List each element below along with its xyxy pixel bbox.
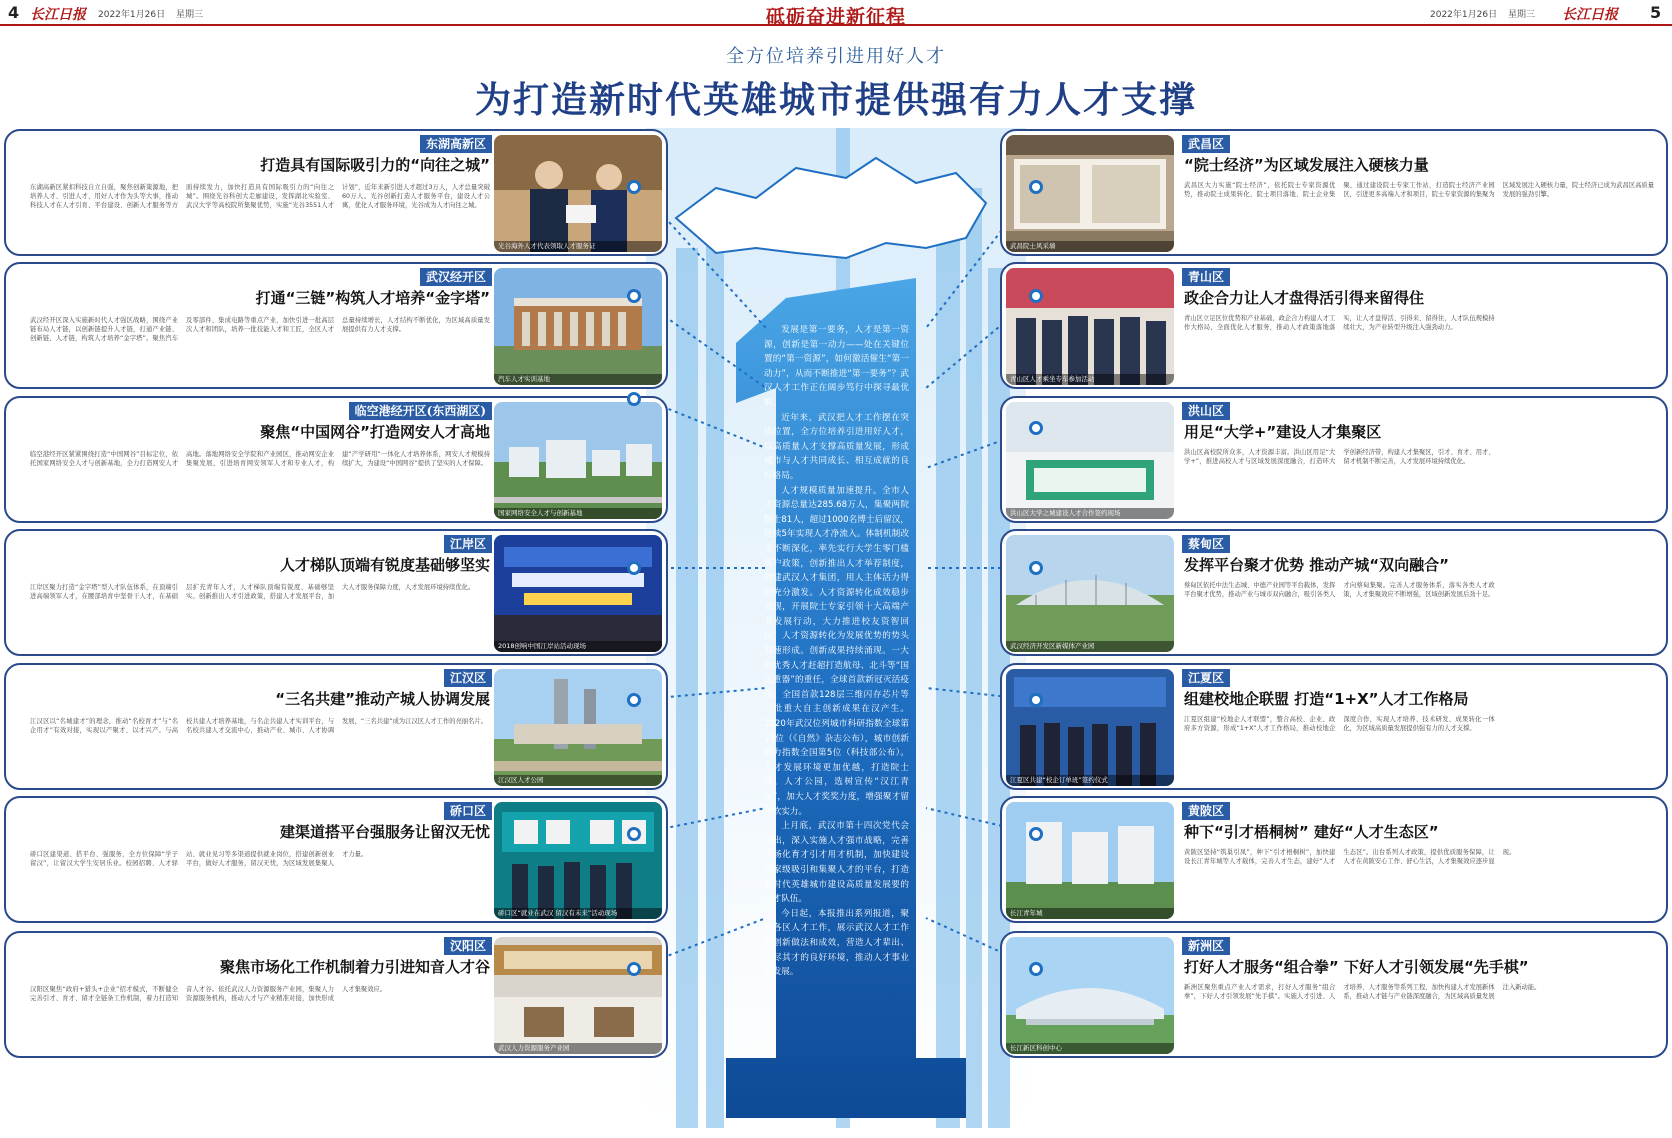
section-body: 青山区立足区位优势和产业基础，政企合力构建人才工作大格局，全面优化人才服务，推动人才政策落地落实，让人才盘得活、引得来、留得住，人才队伍规模持续壮大，为产业转型升级注入强劲动力。 xyxy=(1184,315,1495,331)
photo-caption: 武昌院士风采墙 xyxy=(1006,241,1174,252)
center-paragraph: 上月底，武汉市第十四次党代会提出，深入实施人才强市战略，完善市场化育才引才用才机制，加快建设国家级吸引和集聚人才的平台，打造新时代英雄城市建设高质量发展要的人才队伍。 xyxy=(764,821,909,905)
section-card-hongshan xyxy=(1000,396,1668,523)
district-label: 新洲区 xyxy=(1182,937,1230,955)
connector-dot xyxy=(627,827,641,841)
connector-dot xyxy=(627,962,641,976)
connector-dot xyxy=(1029,962,1043,976)
district-label: 武汉经开区 xyxy=(420,268,492,286)
section-photo xyxy=(1006,937,1174,1054)
photo-caption: 2018创响中国江岸站活动现场 xyxy=(494,641,662,652)
section-title: 人才梯队顶端有锐度基础够坚实 xyxy=(279,556,490,574)
section-photo xyxy=(494,402,662,519)
center-paragraph: 人才规模质量加速提升。全市人才资源总量达285.68万人，集聚两院院士81人，超过1000名博士后留汉，连续5年实现人才净流入。体制机制改革不断深化，率先实行大学生零门槛落户政策，创新推出人才举荐制度，唱建武汉人才集团，用人主体活力得到充分激发。人才资源转化成效稳步显现，开展院士专家引领十大高端产业发展行动，大力推进校友资智回汉，人才资源转化为发展优势的势头加速形成。创新成果持续涌现。一大批优秀人才赶超打造航母、北斗等“国之重器”的重任，全球首款新冠灭活疫苗、全国首款128层三维闪存芯片等一批重大自主创新成果在汉产生。2020年武汉位列城市科研指数全球第13位（《自然》杂志公布），城市创新能力指数全国第5位（科技部公布）。人才发展环境更加优越，打造院士墙、人才公园，选树宣传“汉江青年”，加大人才奖奖力度，增强聚才留才软实力。 xyxy=(764,485,909,817)
headline-subtitle: 全方位培养引进用好人才 xyxy=(726,46,946,67)
left-date: 2022年1月26日 xyxy=(98,10,166,20)
section-card-qiaokou xyxy=(4,796,668,923)
right-page-number: 5 xyxy=(1650,3,1662,22)
section-title: 打通“三链”构筑人才培养“金字塔” xyxy=(255,289,490,307)
section-title: 用足“大学+”建设人才集聚区 xyxy=(1184,423,1382,441)
section-photo xyxy=(494,937,662,1054)
section-card-caidian xyxy=(1000,529,1668,656)
center-paragraph: 发展是第一要务，人才是第一资源，创新是第一动力——处在关键位置的“第一资源”，如何激活催生“第一动力”，从而不断推进“第一要务”？武汉人才工作正在阔步笃行中探寻最优解。 xyxy=(764,325,909,408)
column-name: 砥砺奋进新征程 xyxy=(765,6,906,28)
section-body: 江夏区组建“校地企人才联盟”，整合高校、企业、政府多方资源，形成“1+X”人才工作格局，推动校地企深度合作，实现人才培养、技术研发、成果转化一体化，为区域高质量发展提供强有力的人才支撑。 xyxy=(1184,716,1495,732)
district-label: 江汉区 xyxy=(444,669,492,687)
section-body: 武昌区大力实施“院士经济”，依托院士专家资源优势，推动院士成果转化、院士项目落地、院士企业集聚，通过建设院士专家工作站，打造院士经济产业园区，引进更多高端人才和项目，院士专家资源的集聚为区域发展注入硬核力量，院士经济已成为武昌区高质量发展的强劲引擎。 xyxy=(1184,182,1654,198)
section-title: 发挥平台聚才优势 推动产城“双向融合” xyxy=(1184,556,1449,574)
section-title: 打造具有国际吸引力的“向往之城” xyxy=(260,156,490,174)
section-photo xyxy=(494,135,662,252)
section-photo xyxy=(1006,268,1174,385)
section-photo xyxy=(494,535,662,652)
right-weekday: 星期三 xyxy=(1508,10,1536,20)
section-card-linkonggang xyxy=(4,396,668,523)
connector-dot xyxy=(627,693,641,707)
section-body: 东湖高新区紧扣科技自立自强，聚焦创新策源地，把培养人才、引进人才、用好人才作为头等大事，推动科技人才在人才引育、平台建设、创新人才服务等方面持续发力，加快打造具有国际吸引力的“向往之城”。围绕光谷科创大走廊建设，发挥湖北实验室、武汉大学等高校院所集聚优势，实施“光谷3551人才计划”，近年来新引进人才超过3万人，人才总量突破60万人。光谷创新打造人才服务平台，建设人才公寓，优化人才服务环境，光谷成为人才向往之城。 xyxy=(30,184,490,209)
photo-caption: 武汉经济开发区新媒体产业园 xyxy=(1006,641,1174,652)
center-paragraph: 近年来，武汉把人才工作摆在突出位置，全方位培养引进用好人才，以高质量人才支撑高质量发展，形成城市与人才共同成长、相互成就的良好格局。 xyxy=(764,412,909,481)
section-title: 组建校地企联盟 打造“1+X”人才工作格局 xyxy=(1184,690,1469,708)
section-title: 建渠道搭平台强服务让留汉无忧 xyxy=(279,823,490,841)
section-body: 洪山区高校院所众多，人才资源丰富。洪山区用足“大学+”，推进高校人才与区域发展深度融合，打造环大学创新经济带，构建人才集聚区，引才、育才、用才、留才机制不断完善，人才发展环境持续优化。 xyxy=(1184,449,1495,465)
section-body: 硚口区建渠道、搭平台、强服务，全方位保障“学子留汉”，让留汉大学生安居乐业。校园招聘、人才驿站、就业见习等多渠道提供就业岗位，搭建创新创业平台，做好人才服务，留汉无忧，为区域发展集聚人才力量。 xyxy=(30,851,368,867)
section-card-huangpi xyxy=(1000,796,1668,923)
section-card-wuchang xyxy=(1000,129,1668,256)
connector-dot xyxy=(627,561,641,575)
section-body: 蔡甸区依托中法生态城、中德产业园等平台载体，发挥平台聚才优势，推动产业与城市双向融合，吸引各类人才向蔡甸集聚。完善人才服务体系，落实各类人才政策，人才集聚效应不断增强，区域创新发展后劲十足。 xyxy=(1184,582,1495,598)
section-body: 新洲区聚焦重点产业人才需求，打好人才服务“组合拳”，下好人才引领发展“先手棋”。实施人才引进、人才培养、人才服务等系列工程，加快构建人才发展新体系，推动人才链与产业链深度融合，为区域高质量发展注入新动能。 xyxy=(1184,984,1541,1000)
section-card-hanyang xyxy=(4,931,668,1058)
masthead xyxy=(0,0,1672,26)
connector-dot xyxy=(1029,180,1043,194)
section-card-jiangxia xyxy=(1000,663,1668,790)
left-page-number: 4 xyxy=(8,3,20,22)
section-photo xyxy=(494,802,662,919)
connector-dot xyxy=(627,392,641,406)
section-body: 江汉区以“名城建才”的理念，推动“名校育才”与“名企用才”有效对接，实现以产聚才、以才兴产。与高校共建人才培养基地，与名企共建人才实训平台，与名校共建人才交流中心，推动产业、城市、人才协调发展，“三名共建”成为江汉区人才工作的亮丽名片。 xyxy=(30,718,488,734)
photo-caption: 硚口区“就业在武汉 留汉有未来”活动现场 xyxy=(494,908,662,919)
section-card-qingshan xyxy=(1000,262,1668,389)
section-body: 武汉经开区深入实施新时代人才强区战略，围绕产业链布局人才链，以创新链提升人才链，打通产业链、创新链、人才链，构筑人才培养“金字塔”。聚焦汽车及零部件、集成电路等重点产业，加快引进一批高层次人才和团队，培养一批技能人才和工匠，全区人才总量持续增长，人才结构不断优化，为区域高质量发展提供有力人才支撑。 xyxy=(30,317,490,342)
section-photo xyxy=(1006,402,1174,519)
district-label: 蔡甸区 xyxy=(1182,535,1230,553)
district-label: 硚口区 xyxy=(444,802,492,820)
left-paper-logo: 长江日报 xyxy=(30,7,86,23)
right-date: 2022年1月26日 xyxy=(1430,10,1498,20)
connector-dot xyxy=(627,289,641,303)
center-paragraph: 今日起，本报推出系列报道，聚焦各区人才工作，展示武汉人才工作的创新做法和成效，营造人才辈出、人尽其才的良好环境，推动人才事业新发展。 xyxy=(764,908,909,978)
section-card-jiangan xyxy=(4,529,668,656)
right-paper-logo: 长江日报 xyxy=(1562,7,1618,23)
photo-caption: 江夏区共建“校企订单班”签约仪式 xyxy=(1006,775,1174,786)
photo-caption: 长江新区科创中心 xyxy=(1006,1043,1174,1054)
connector-dot xyxy=(1029,827,1043,841)
center-graphic xyxy=(636,128,1036,1128)
district-label: 江岸区 xyxy=(444,535,492,553)
section-body: 江岸区聚力打造“金字塔”型人才队伍体系，在顶端引进高端领军人才，在腰部培育中坚骨干人才，在基础层扩充青年人才，人才梯队顶端有锐度、基础够坚实。创新推出人才引进政策，搭建人才发展平台，加大人才服务保障力度，人才发展环境持续优化。 xyxy=(30,584,475,600)
section-title: “三名共建”推动产城人协调发展 xyxy=(275,690,490,708)
photo-caption: 汽车人才实训基地 xyxy=(494,374,662,385)
district-label: 青山区 xyxy=(1182,268,1230,286)
district-label: 黄陂区 xyxy=(1182,802,1230,820)
district-label: 临空港经开区(东西湖区) xyxy=(349,402,492,420)
photo-caption: 青山区人才乘坐专车参加活动 xyxy=(1006,374,1174,385)
connector-dot xyxy=(1029,421,1043,435)
photo-caption: 国家网络安全人才与创新基地 xyxy=(494,508,662,519)
connector-dot xyxy=(1029,289,1043,303)
section-card-jianghan xyxy=(4,663,668,790)
district-label: 江夏区 xyxy=(1182,669,1230,687)
section-photo xyxy=(1006,135,1174,252)
district-label: 东湖高新区 xyxy=(420,135,492,153)
district-label: 洪山区 xyxy=(1182,402,1230,420)
section-title: 聚焦“中国网谷”打造网安人才高地 xyxy=(260,423,490,441)
section-card-donghu xyxy=(4,129,668,256)
photo-caption: 长江青年城 xyxy=(1006,908,1174,919)
section-photo xyxy=(494,268,662,385)
section-title: “院士经济”为区域发展注入硬核力量 xyxy=(1184,156,1429,174)
section-body: 汉阳区聚焦“政府+猎头+企业”招才模式，不断健全完善引才、育才、留才全链条工作机制，着力打造知音人才谷。依托武汉人力资源服务产业园，集聚人力资源服务机构，推动人才与产业精准对接，加快形成人才集聚效应。 xyxy=(30,986,387,1002)
section-body: 临空港经开区紧紧围绕打造“中国网谷”目标定位，依托国家网络安全人才与创新基地，全力打造网安人才高地。落地网络安全学院和产业园区，推动网安企业集聚发展，引进培育网安领军人才和专业人才，构建“产学研用”一体化人才培养体系，网安人才规模持续扩大，为建设“中国网谷”提供了坚实的人才保障。 xyxy=(30,451,490,467)
connector-dot xyxy=(627,180,641,194)
section-title: 聚焦市场化工作机制着力引进知音人才谷 xyxy=(219,958,490,976)
photo-caption: 洪山区大学之城建设人才合作签约现场 xyxy=(1006,508,1174,519)
section-title: 种下“引才梧桐树” 建好“人才生态区” xyxy=(1184,823,1439,841)
photo-caption: 武汉人力资源服务产业园 xyxy=(494,1043,662,1054)
section-body: 黄陂区坚持“筑巢引凤”，种下“引才梧桐树”，加快建设长江青年城等人才载体，完善人才生态，建好“人才生态区”。出台系列人才政策，提供优质服务保障，让人才在黄陂安心工作、舒心生活，人才集聚效应逐步显现。 xyxy=(1184,849,1516,865)
photo-caption: 光谷海外人才代表领取人才服务证 xyxy=(494,241,662,252)
section-photo xyxy=(1006,535,1174,652)
section-card-jingkai xyxy=(4,262,668,389)
connector-dot xyxy=(1029,693,1043,707)
section-photo xyxy=(494,669,662,786)
district-label: 武昌区 xyxy=(1182,135,1230,153)
photo-caption: 江汉区人才公园 xyxy=(494,775,662,786)
connector-dot xyxy=(1029,561,1043,575)
section-card-xinzhou xyxy=(1000,931,1668,1058)
section-title: 打好人才服务“组合拳” 下好人才引领发展“先手棋” xyxy=(1184,958,1529,976)
headline-title: 为打造新时代英雄城市提供强有力人才支撑 xyxy=(474,80,1197,121)
section-title: 政企合力让人才盘得活引得来留得住 xyxy=(1184,289,1425,307)
center-article xyxy=(764,323,909,980)
district-label: 汉阳区 xyxy=(444,937,492,955)
section-photo xyxy=(1006,802,1174,919)
left-weekday: 星期三 xyxy=(176,10,204,20)
section-photo xyxy=(1006,669,1174,786)
